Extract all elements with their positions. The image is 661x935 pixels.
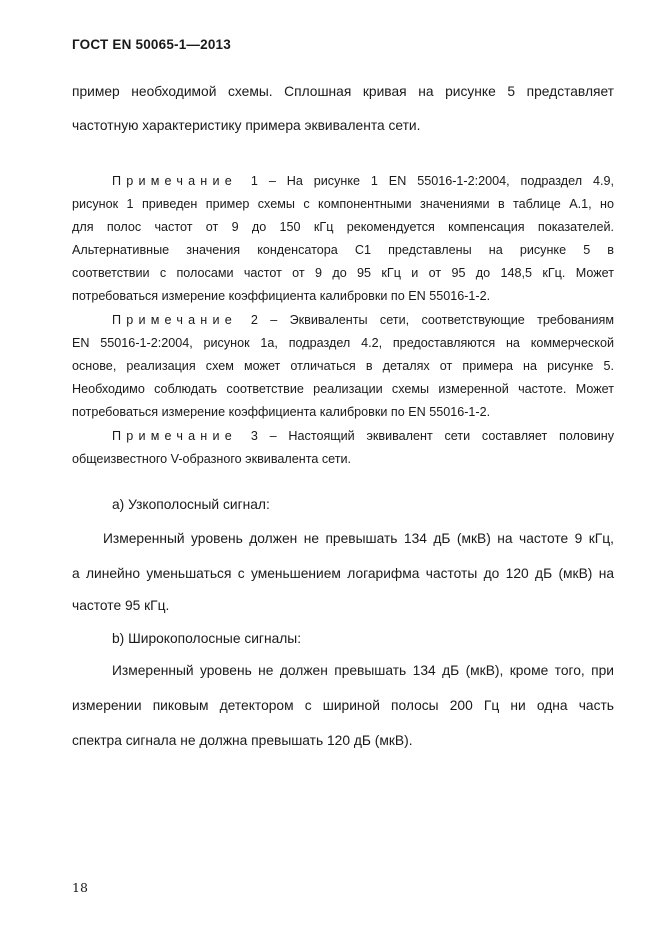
note-2-line-3: основе, реализация схем может отличаться в деталях от примера на рисунке 5. [72, 359, 614, 373]
note-3-line-1: 3 – Настоящий эквивалент сети составляет половину [250, 429, 614, 443]
note-3-line-2: общеизвестного V-образного эквивалента сети. [72, 452, 352, 466]
section-b-line-2: измерении пиковым детектором с шириной полосы 200 Гц ни одна часть [72, 698, 614, 713]
note-2-label: Примечание [112, 313, 237, 327]
note-3-label: Примечание [112, 429, 237, 443]
page-number: 18 [72, 880, 88, 895]
note-2-line-4: Необходимо соблюдать соответствие реализации схемы измеренной частоте. Может [72, 382, 614, 396]
document-header: ГОСТ EN 50065-1—2013 [72, 37, 231, 52]
section-b-heading: b) Широкополосные сигналы: [112, 631, 302, 646]
note-1-line-3: для полос частот от 9 до 150 кГц рекомендуется компенсация показателей. [72, 220, 614, 234]
intro-line-2: частотную характеристику примера эквивалента сети. [72, 118, 421, 133]
section-a-line-2: а линейно уменьшаться с уменьшением логарифма частоты до 120 дБ (мкВ) на [72, 566, 614, 581]
note-2-line-2: EN 55016-1-2:2004, рисунок 1а, подраздел 4.2, предоставляются на коммерческой [72, 336, 614, 350]
note-3-first-line [112, 429, 614, 443]
note-1-line-4: Альтернативные значения конденсатора С1 представлены на рисунке 5 в [72, 243, 614, 257]
note-1-line-2: рисунок 1 приведен пример схемы с компонентными значениями в таблице А.1, но [72, 197, 614, 211]
section-b-line-1: Измеренный уровень не должен превышать 134 дБ (мкВ), кроме того, при [112, 663, 614, 678]
section-a-line-1: Измеренный уровень должен не превышать 134 дБ (мкВ) на частоте 9 кГц, [103, 531, 614, 546]
section-a-heading: а) Узкополосный сигнал: [112, 497, 270, 512]
note-1-label: Примечание [112, 174, 237, 188]
note-1-line-5: соответствии с полосами частот от 9 до 95 кГц и от 95 до 148,5 кГц. Может [72, 266, 614, 280]
section-a-line-3: частоте 95 кГц. [72, 598, 170, 613]
note-1-line-1: 1 – На рисунке 1 EN 55016-1-2:2004, подраздел 4.9, [250, 174, 614, 188]
section-b-line-3: спектра сигнала не должна превышать 120 дБ (мкВ). [72, 733, 413, 748]
note-2-line-5: потребоваться измерение коэффициента калибровки по EN 55016-1-2. [72, 405, 491, 419]
intro-line-1: пример необходимой схемы. Сплошная кривая на рисунке 5 представляет [72, 84, 614, 99]
note-2-first-line [112, 313, 614, 327]
note-1-line-6: потребоваться измерение коэффициента калибровки по EN 55016-1-2. [72, 289, 491, 303]
note-1-first-line [112, 174, 614, 188]
note-2-line-1: 2 – Эквиваленты сети, соответствующие требованиям [250, 313, 614, 327]
